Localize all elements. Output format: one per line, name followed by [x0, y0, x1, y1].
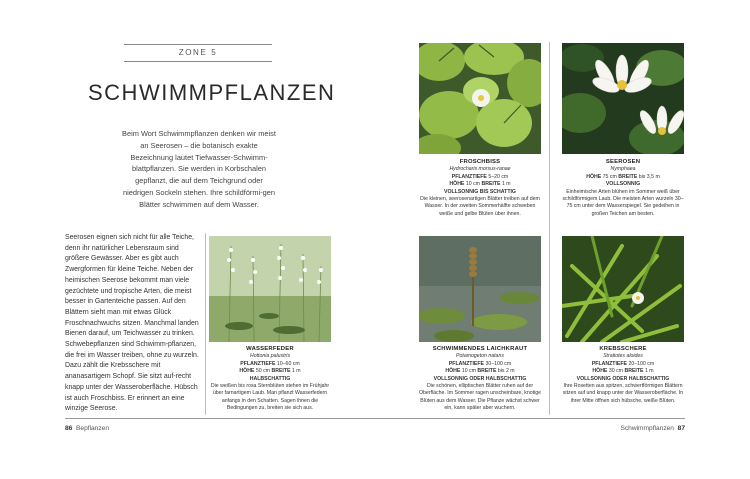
plant-desc: Ihre Rosetten aus spitzen, schwertförmigen Blättern sitzen auf und knapp unter der Wasseroberfläche. In ihrer Mitte öffnen sich hübsche, weiße Blüten.: [562, 383, 684, 404]
froschbiss-photo: [419, 43, 541, 154]
krebsschere-photo: [562, 236, 684, 342]
plant-latin: Stratiotes aloides: [603, 353, 643, 360]
plant-name: SCHWIMMENDES LAICHKRAUT: [432, 346, 528, 352]
plant-light: VOLLSONNIG BIS SCHATTIG: [444, 188, 516, 195]
plant-name: KREBSSCHERE: [599, 346, 647, 352]
intro-text: Beim Wort Schwimmpflanzen denken wir meist an Seerosen – die botanisch exakte Bezeichnung lautet Tiefwasser-Schwimm-blattpflanzen. Sie werden in Korbschalen gepflanzt, die auf dem Teichgrund oder niedrigen Sockeln stehen. Ihre schildförmi-gen Blätter schwimmen auf dem Wasser.: [122, 129, 276, 209]
plant-meta-2: HÖHE 10 cm BREITE 1 m: [449, 181, 511, 188]
plant-light: VOLLSONNIG ODER HALBSCHATTIG: [576, 375, 670, 382]
laichkraut-caption: [418, 346, 542, 413]
plant-meta-1: PFLANZTIEFE 30–100 cm: [448, 360, 512, 367]
page-number-right: 87: [677, 425, 685, 432]
plant-desc: Die kleinen, seerosenartigen Blätter treiben auf dem Wasser. In der zweiten Sommerhälfte schweben weiße und gelbe Blüten über ihnen.: [420, 196, 540, 217]
page-title: SCHWIMMPFLANZEN: [88, 80, 336, 105]
zone-label: ZONE 5: [178, 48, 218, 57]
footer-left: [65, 425, 109, 432]
plant-meta-2: HÖHE 30 cm BREITE 1 m: [592, 368, 654, 375]
wasserfeder-caption: [208, 346, 332, 413]
footer-rule: [65, 418, 685, 419]
plant-meta-2: HÖHE 10 cm BREITE bis 2 m: [445, 368, 515, 375]
page-number-left: 86: [65, 425, 73, 432]
plant-name: FROSCHBISS: [459, 159, 501, 165]
seerosen-photo: [562, 43, 684, 154]
plant-desc: Die weißen bis rosa Sternblüten stehen im Frühjahr über farnartigem Laub. Man pflanzt Wasserfedern anfangs in den Schatten. Sagen ihnen die Bedingungen zu, breiten sie sich aus.: [210, 383, 330, 412]
froschbiss-caption: [418, 159, 542, 218]
section-name-left: Bepflanzen: [76, 425, 110, 432]
footer-right: [620, 425, 685, 432]
column-divider-left: [205, 233, 206, 415]
column-divider-right: [549, 42, 550, 415]
plant-light: HALBSCHATTIG: [249, 375, 291, 382]
plant-meta-1: HÖHE 75 cm BREITE bis 3,5 m: [586, 173, 660, 180]
laichkraut-photo: [419, 236, 541, 342]
plant-latin: Potamogeton natans: [456, 353, 504, 360]
section-name-right: Schwimmpflanzen: [620, 425, 674, 432]
plant-meta-2: HÖHE 50 cm BREITE 1 m: [239, 368, 301, 375]
zone-rule-bottom: [124, 61, 272, 62]
plant-desc: Die schönen, elliptischen Blätter ruhen auf der Oberfläche. Im Sommer ragen unscheinbare, knotige Blüten aus dem Wasser. Die Pflanze wächst schwer ein, kann später aber wuchern.: [419, 383, 541, 412]
plant-meta-1: PFLANZTIEFE 20–100 cm: [591, 360, 655, 367]
krebsschere-caption: [561, 346, 685, 405]
plant-name: SEEROSEN: [605, 159, 641, 165]
plant-meta-1: PFLANZTIEFE 10–60 cm: [240, 360, 300, 367]
plant-light: VOLLSONNIG: [605, 181, 641, 188]
body-text: Seerosen eignen sich nicht für alle Teiche, denn ihr natürlicher Lebensraum sind größere Gewässer. Aber es gibt auch Zwergformen für kleine Teiche. Neben der heimischen Seerose bekommt man viele gezüchtete und tropische Arten, die meist besser in Gartenteiche passen. Auf den Blättern sieht man mit etwas Glück Froschnachwuchs sitzen. Manchmal landen Bienen darauf, um Teichwasser zu trinken. Schwebepflanzen sind Schwimm-pflanzen, die frei im Wasser treiben, ohne zu wurzeln. Dazu zählt die Krebsschere mit ananasartigem Schopf. Sie sitzt auf-recht knapp unter der Wasseroberfläche. Hübsch ist auch Froschbiss. Er erinnert an eine winzige Seerose.: [65, 234, 199, 413]
plant-name: WASSERFEDER: [246, 346, 294, 352]
plant-latin: Hottonia palustris: [249, 353, 291, 360]
wasserfeder-photo: [209, 236, 331, 342]
plant-light: VOLLSONNIG ODER HALBSCHATTIG: [433, 375, 527, 382]
plant-meta-1: PFLANZTIEFE 5–20 cm: [451, 173, 509, 180]
plant-latin: Nymphaea: [610, 166, 636, 173]
plant-desc: Einheimische Arten blühen im Sommer weiß über schildförmigem Laub. Die meisten Arten wurzeln 30–75 cm unter dem Wasserspiegel. Sie gedeihen in großen Teichen am besten.: [562, 188, 684, 217]
plant-latin: Hydrocharis morsus-ranae: [449, 166, 511, 173]
seerosen-caption: [561, 159, 685, 218]
